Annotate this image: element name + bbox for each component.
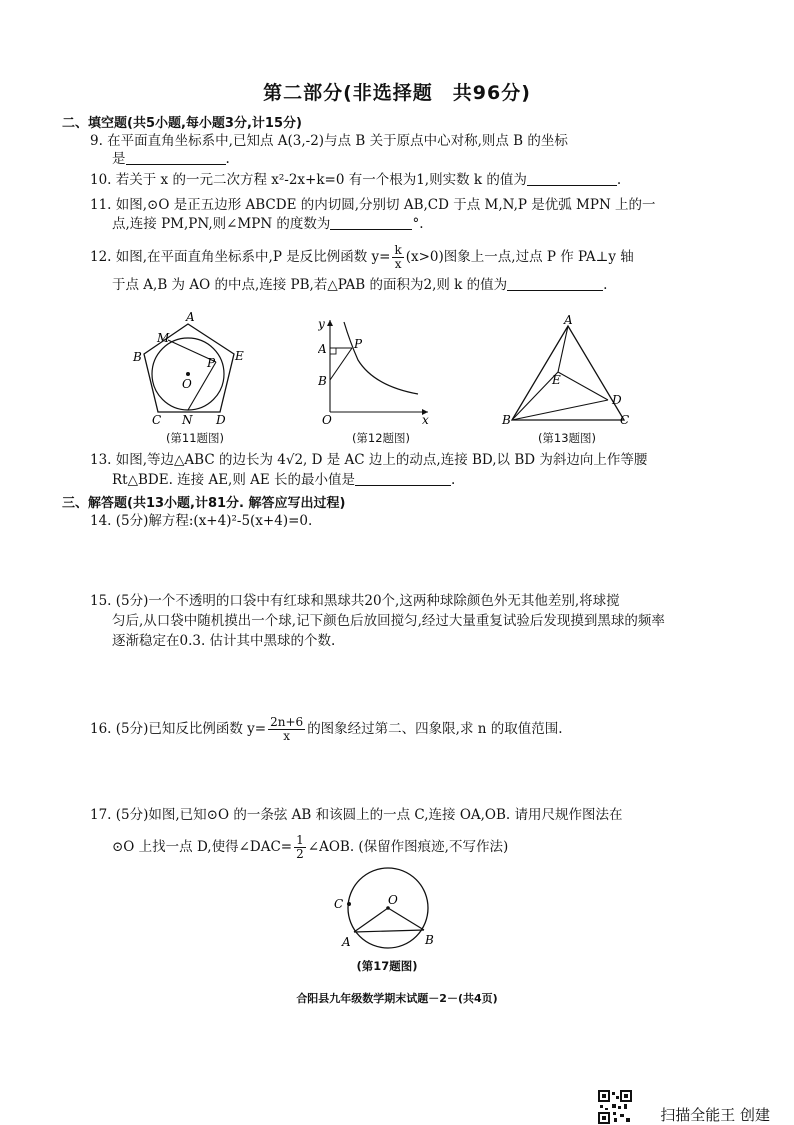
question-12-line2: 于点 A,B 为 AO 的中点,连接 PB,若△PAB 的面积为2,则 k 的值为 . — [112, 277, 608, 293]
segment-ed — [558, 372, 608, 400]
fraction-one-half: $\frac{1}{2}$ — [296, 833, 304, 861]
part-title: 第二部分(非选择题 共96分) — [263, 82, 531, 104]
label-a17: A — [342, 935, 351, 949]
question-15-line3: 逐渐稳定在0.3. 估计其中黑球的个数. — [112, 633, 336, 649]
figure-12-graph — [318, 312, 438, 430]
center-point-o — [186, 372, 190, 376]
label-d: D — [216, 413, 226, 427]
section-fill-in: 二、填空题(共5小题,每小题3分,计15分) — [62, 116, 302, 131]
label-n: N — [182, 413, 193, 427]
fraction-2n6-over-x: $\frac{2n+6}{x}$ — [270, 715, 304, 743]
figure-12-caption: (第12题图) — [351, 431, 411, 445]
right-angle-mark — [330, 348, 336, 354]
scanner-watermark — [660, 1104, 770, 1125]
label-c13: C — [620, 413, 630, 427]
answer-blank-11[interactable] — [330, 215, 412, 230]
y-axis-arrow — [327, 320, 333, 326]
segment-bd — [512, 400, 608, 420]
question-9-line2: 是 . — [112, 151, 230, 167]
label-p12: P — [354, 337, 363, 351]
point-c17 — [347, 902, 351, 906]
figure-11-caption: (第11题图) — [165, 431, 225, 445]
radius-oa — [354, 908, 388, 932]
question-12-line1: 12. 如图,在平面直角坐标系中,P 是反比例函数 y= $\frac{k}{x}$ (x>0)图象上一点,过点 P 作 PA⊥y 轴 — [90, 243, 634, 271]
label-c17: C — [334, 897, 344, 911]
figure-17-caption: (第17题图) — [356, 959, 418, 973]
section-solutions: 三、解答题(共13小题,计81分. 解答应写出过程) — [62, 496, 346, 511]
segment-pb — [330, 348, 352, 380]
question-17-line2: ⊙O 上找一点 D,使得∠DAC= $\frac{1}{2}$ ∠AOB. (保留作图痕迹,不写作法) — [112, 833, 509, 861]
question-15-line1: 15. (5分)一个不透明的口袋中有红球和黑球共20个,这两种球除颜色外无其他差别,将球搅 — [90, 593, 620, 609]
question-11-line1: 11. 如图,⊙O 是正五边形 ABCDE 的内切圆,分别切 AB,CD 于点 M,N,P 是优弧 MPN 上的一 — [90, 197, 656, 213]
segment-ae — [558, 326, 568, 372]
fraction-k-over-x: $\frac{k}{x}$ — [394, 243, 402, 271]
question-14: 14. (5分)解方程:(x+4)²-5(x+4)=0. — [90, 513, 313, 529]
figure-13-triangle — [498, 312, 638, 430]
answer-blank-12[interactable] — [507, 276, 603, 291]
question-11-line2: 点,连接 PM,PN,则∠MPN 的度数为 °. — [112, 216, 424, 232]
answer-blank-9[interactable] — [126, 150, 226, 165]
label-y: y — [318, 317, 325, 331]
question-9-line1: 9. 在平面直角坐标系中,已知点 A(3,-2)与点 B 关于原点中心对称,则点 B 的坐标 — [90, 133, 568, 149]
label-e: E — [235, 349, 244, 363]
figure-11-pentagon — [130, 312, 260, 430]
label-o17: O — [388, 893, 398, 907]
triangle-abc — [512, 326, 624, 420]
label-d13: D — [612, 393, 622, 407]
watermark-text: 扫描全能王 创建 — [660, 1106, 770, 1124]
label-o12: O — [322, 413, 332, 427]
label-a13: A — [564, 313, 573, 327]
question-13-line1: 13. 如图,等边△ABC 的边长为 4√2, D 是 AC 边上的动点,连接 BD,以 BD 为斜边向上作等腰 — [90, 452, 648, 468]
label-b12: B — [318, 374, 327, 388]
question-17-line1: 17. (5分)如图,已知⊙O 的一条弦 AB 和该圆上的一点 C,连接 OA,OB. 请用尺规作图法在 — [90, 807, 623, 823]
label-c: C — [152, 413, 162, 427]
label-x: x — [422, 413, 429, 427]
label-a: A — [186, 312, 195, 324]
question-13-line2: Rt△BDE. 连接 AE,则 AE 长的最小值是 . — [112, 472, 456, 488]
figure-17-circle — [326, 866, 446, 950]
radius-ob — [388, 908, 424, 930]
hyperbola-curve — [344, 322, 418, 394]
answer-blank-10[interactable] — [527, 171, 617, 186]
label-m: M — [157, 331, 170, 345]
question-10: 10. 若关于 x 的一元二次方程 x²-2x+k=0 有一个根为1,则实数 k 的值为 . — [90, 172, 622, 188]
label-b13: B — [502, 413, 511, 427]
label-e13: E — [552, 373, 561, 387]
chord-ab — [354, 930, 424, 932]
label-o: O — [182, 377, 192, 391]
qr-code-icon — [598, 1090, 632, 1124]
label-b: B — [133, 350, 142, 364]
answer-blank-13[interactable] — [355, 471, 451, 486]
question-15-line2: 匀后,从口袋中随机摸出一个球,记下颜色后放回搅匀,经过大量重复试验后发现摸到黑球的频率 — [112, 613, 665, 629]
label-a12: A — [318, 342, 327, 356]
figure-13-caption: (第13题图) — [537, 431, 597, 445]
question-16: 16. (5分)已知反比例函数 y= $\frac{2n+6}{x}$ 的图象经过第二、四象限,求 n 的取值范围. — [90, 715, 563, 743]
page-footer: 合阳县九年级数学期末试题－2－(共4页) — [296, 992, 498, 1005]
label-p: P — [207, 356, 216, 370]
label-b17: B — [425, 933, 434, 947]
